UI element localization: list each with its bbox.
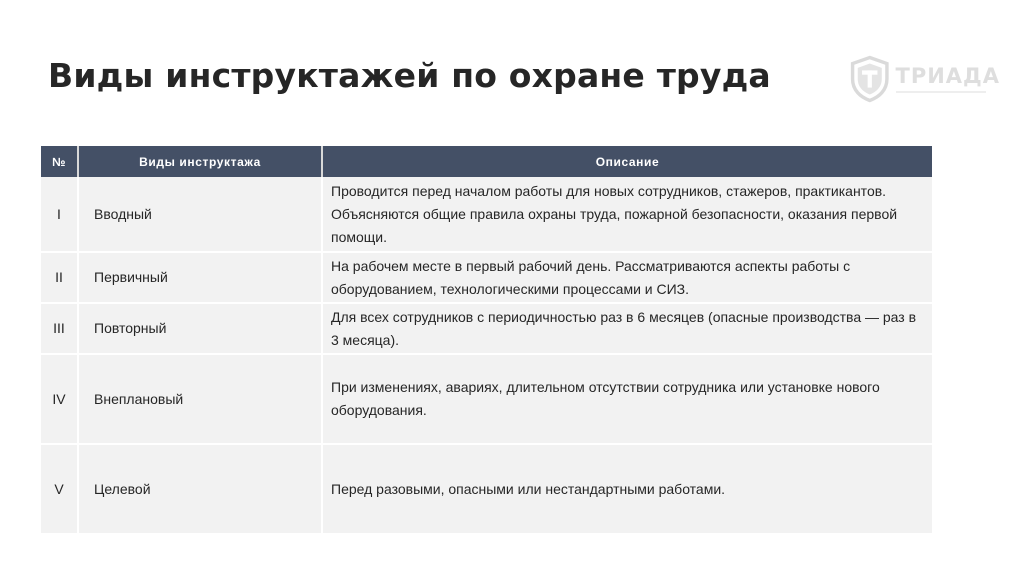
row-num: III bbox=[41, 304, 77, 355]
row-description: При изменениях, авариях, длительном отсутствии сотрудника или установке нового оборудования. bbox=[321, 355, 932, 445]
row-type: Повторный bbox=[77, 304, 321, 355]
row-description: Перед разовыми, опасными или нестандартными работами. bbox=[321, 445, 932, 535]
logo-divider bbox=[896, 91, 986, 93]
row-num: IV bbox=[41, 355, 77, 445]
row-num: II bbox=[41, 253, 77, 304]
table-header-row bbox=[41, 146, 932, 177]
header-description: Описание bbox=[321, 146, 932, 177]
row-type: Целевой bbox=[77, 445, 321, 535]
logo-wordmark bbox=[896, 65, 1001, 93]
row-type: Вводный bbox=[77, 177, 321, 253]
instruction-types-table bbox=[41, 146, 932, 535]
row-type: Внеплановый bbox=[77, 355, 321, 445]
table-row bbox=[41, 355, 932, 445]
row-num: V bbox=[41, 445, 77, 535]
row-num: I bbox=[41, 177, 77, 253]
row-description: Проводится перед началом работы для новых сотрудников, стажеров, практикантов. Объясняются общие правила охраны труда, пожарной безопасности, оказания первой помощи. bbox=[321, 177, 932, 253]
shield-t-icon bbox=[850, 52, 890, 106]
row-description: Для всех сотрудников с периодичностью раз в 6 месяцев (опасные производства — раз в 3 месяца). bbox=[321, 304, 932, 355]
brand-logo bbox=[850, 52, 1000, 106]
logo-name: ТРИАДА bbox=[895, 64, 1000, 88]
table-row bbox=[41, 177, 932, 253]
header-type: Виды инструктажа bbox=[77, 146, 321, 177]
page-title: Виды инструктажей по охране труда bbox=[48, 56, 771, 95]
row-description: На рабочем месте в первый рабочий день. Рассматриваются аспекты работы с оборудованием, технологическими процессами и СИЗ. bbox=[321, 253, 932, 304]
table-row bbox=[41, 445, 932, 535]
table-row bbox=[41, 253, 932, 304]
row-type: Первичный bbox=[77, 253, 321, 304]
header-num: № bbox=[41, 146, 77, 177]
table-row bbox=[41, 304, 932, 355]
